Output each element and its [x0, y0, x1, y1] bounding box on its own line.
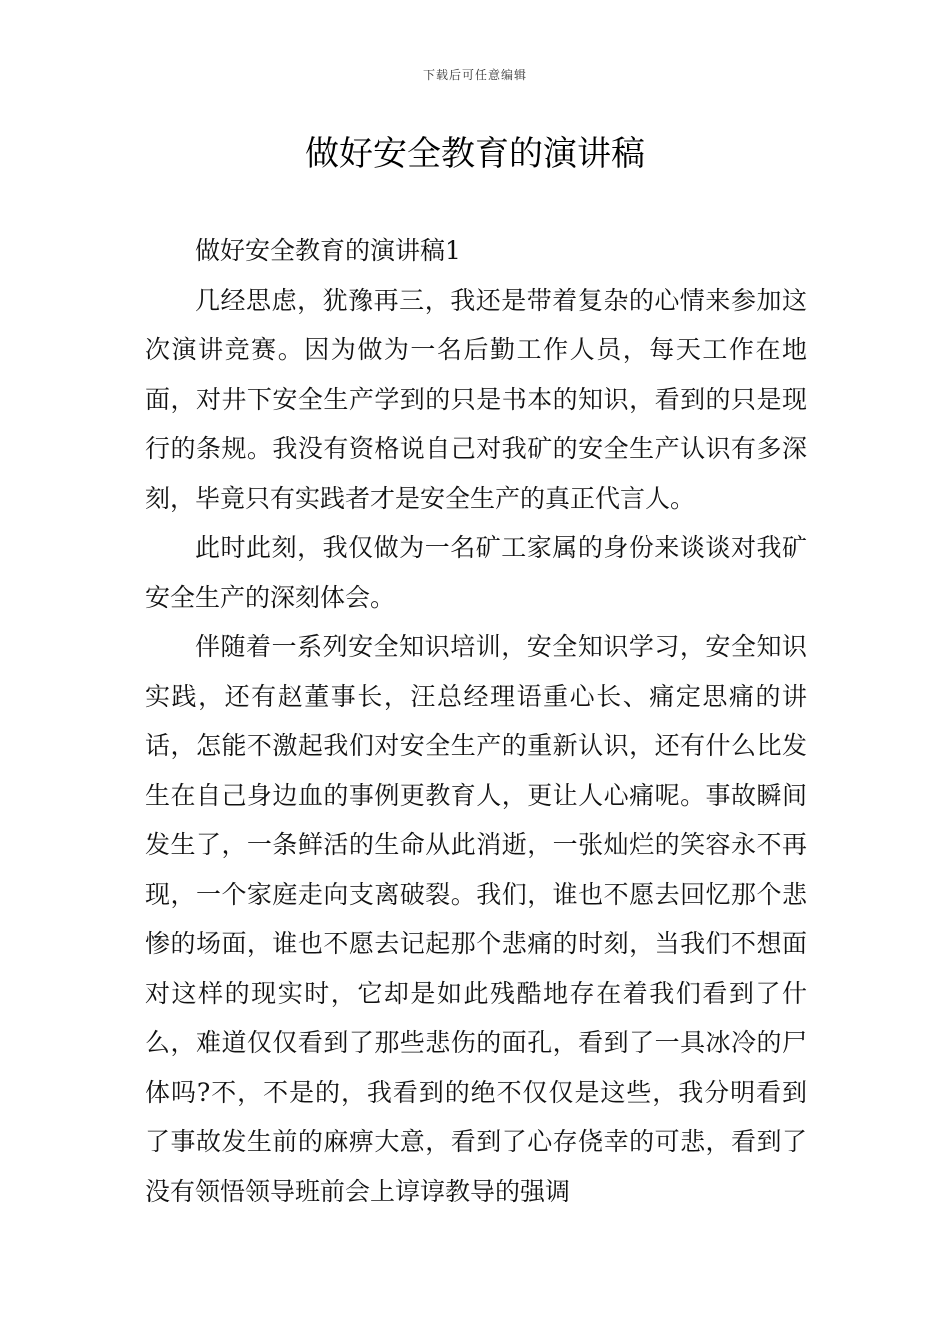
paragraph: 此时此刻，我仅做为一名矿工家属的身份来谈谈对我矿安全生产的深刻体会。	[145, 533, 807, 612]
page-header-note: 下载后可任意编辑	[422, 68, 527, 82]
document-body	[145, 226, 807, 1216]
section-heading: 做好安全教育的演讲稿1	[195, 236, 461, 265]
paragraph: 伴随着一系列安全知识培训，安全知识学习，安全知识实践，还有赵董事长，汪总经理语重心长、痛定思痛的讲话，怎能不激起我们对安全生产的重新认识，还有什么比发生在自己身边血的事例更教育人，更让人心痛呢。事故瞬间发生了，一条鲜活的生命从此消逝，一张灿烂的笑容永不再现，一个家庭走向支离破裂。我们，谁也不愿去回忆那个悲惨的场面，谁也不愿去记起那个悲痛的时刻，当我们不想面对这样的现实时，它却是如此残酷地存在着我们看到了什么，难道仅仅看到了那些悲伤的面孔，看到了一具冰冷的尸体吗?不，不是的，我看到的绝不仅仅是这些，我分明看到了事故发生前的麻痹大意，看到了心存侥幸的可悲，看到了没有领悟领导班前会上谆谆教导的强调	[145, 632, 807, 1206]
document-title: 做好安全教育的演讲稿	[305, 134, 645, 174]
paragraph: 几经思虑，犹豫再三，我还是带着复杂的心情来参加这次演讲竞赛。因为做为一名后勤工作人员，每天工作在地面，对井下安全生产学到的只是书本的知识，看到的只是现行的条规。我没有资格说自己对我矿的安全生产认识有多深刻，毕竟只有实践者才是安全生产的真正代言人。	[145, 285, 807, 513]
